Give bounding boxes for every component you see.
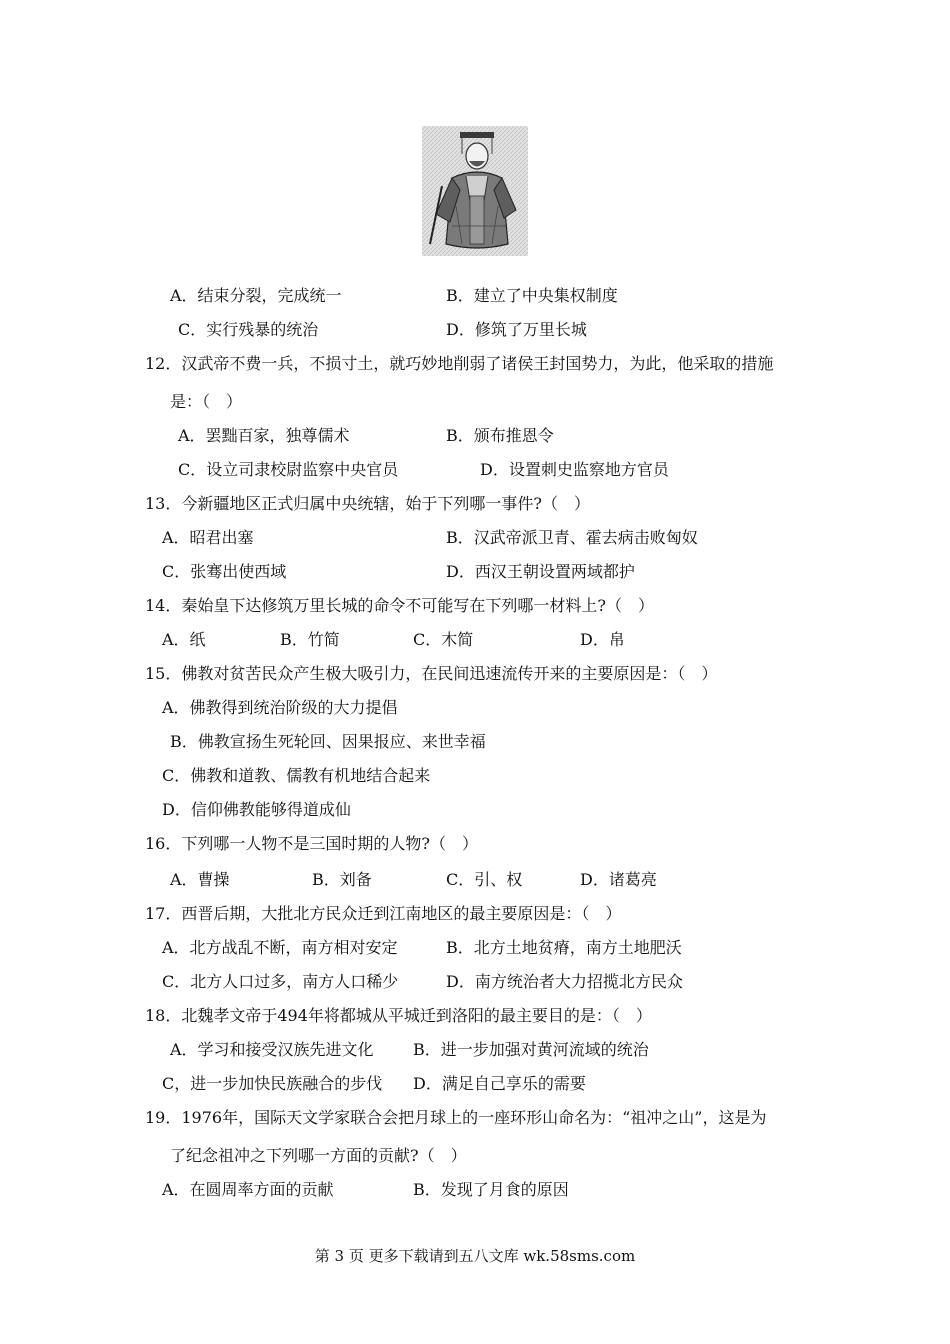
q15-option-b: B．佛教宣扬生死轮回、因果报应、来世幸福 — [170, 732, 486, 751]
q14-option-b: B．竹简 — [280, 630, 340, 649]
q13-option-c: C．张骞出使西域 — [162, 562, 287, 581]
q12-stem-continued: 是：（ ） — [170, 392, 243, 411]
q18-option-a: A．学习和接受汉族先进文化 — [170, 1040, 374, 1059]
q12-option-b: B．颁布推恩令 — [446, 426, 554, 445]
q18-option-b: B．进一步加强对黄河流域的统治 — [413, 1040, 649, 1059]
q16-option-b: B．刘备 — [312, 870, 372, 889]
q18-option-d: D．满足自己享乐的需要 — [413, 1074, 586, 1093]
q11-option-a: A．结束分裂，完成统一 — [170, 286, 342, 305]
q17-option-a: A．北方战乱不断，南方相对安定 — [162, 938, 398, 957]
q19-option-b: B．发现了月食的原因 — [413, 1180, 569, 1199]
q17-stem: 17．西晋后期，大批北方民众迁到江南地区的最主要原因是：（ ） — [145, 904, 622, 923]
q16-option-c: C．引、权 — [446, 870, 523, 889]
q18-stem: 18．北魏孝文帝于494年将都城从平城迁到洛阳的最主要目的是：（ ） — [145, 1006, 652, 1025]
q11-option-b: B．建立了中央集权制度 — [446, 286, 618, 305]
emperor-portrait-image — [422, 126, 528, 256]
q17-option-c: C．北方人口过多，南方人口稀少 — [162, 972, 399, 991]
q17-option-b: B．北方土地贫瘠，南方土地肥沃 — [446, 938, 682, 957]
q19-option-a: A．在圆周率方面的贡献 — [162, 1180, 334, 1199]
q13-option-b: B．汉武帝派卫青、霍去病击败匈奴 — [446, 528, 698, 547]
q11-option-c: C．实行残暴的统治 — [178, 320, 319, 339]
q12-option-a: A．罢黜百家，独尊儒术 — [178, 426, 350, 445]
q12-option-c: C．设立司隶校尉监察中央官员 — [178, 460, 399, 479]
q14-stem: 14．秦始皇下达修筑万里长城的命令不可能写在下列哪一材料上?（ ） — [145, 596, 654, 615]
q11-option-d: D．修筑了万里长城 — [446, 320, 587, 339]
q13-option-d: D．西汉王朝设置两域都护 — [446, 562, 635, 581]
q17-option-d: D．南方统治者大力招揽北方民众 — [446, 972, 683, 991]
q16-option-a: A．曹操 — [170, 870, 230, 889]
q12-stem: 12．汉武帝不费一兵，不损寸土，就巧妙地削弱了诸侯王封国势力，为此，他采取的措施 — [145, 354, 774, 373]
q18-option-c: C，进一步加快民族融合的步伐 — [162, 1074, 383, 1093]
q15-stem: 15．佛教对贫苦民众产生极大吸引力，在民间迅速流传开来的主要原因是：（ ） — [145, 664, 718, 683]
q13-stem: 13．今新疆地区正式归属中央统辖，始于下列哪一事件?（ ） — [145, 494, 590, 513]
page-footer: 第 3 页 更多下载请到五八文库 wk.58sms.com — [314, 1247, 636, 1265]
q16-stem: 16．下列哪一人物不是三国时期的人物?（ ） — [145, 834, 478, 853]
q16-option-d: D．诸葛亮 — [580, 870, 657, 889]
q14-option-a: A．纸 — [162, 630, 206, 649]
q15-option-c: C．佛教和道教、儒教有机地结合起来 — [162, 766, 431, 785]
q14-option-c: C．木简 — [413, 630, 474, 649]
q12-option-d: D．设置刺史监察地方官员 — [480, 460, 669, 479]
q15-option-d: D．信仰佛教能够得道成仙 — [162, 800, 351, 819]
q19-stem-continued: 了纪念祖冲之下列哪一方面的贡献?（ ） — [170, 1146, 467, 1165]
q14-option-d: D．帛 — [580, 630, 625, 649]
q19-stem: 19．1976年，国际天文学家联合会把月球上的一座环形山命名为：“祖冲之山”，这是为 — [145, 1108, 767, 1127]
q15-option-a: A．佛教得到统治阶级的大力提倡 — [162, 698, 398, 717]
q13-option-a: A．昭君出塞 — [162, 528, 254, 547]
